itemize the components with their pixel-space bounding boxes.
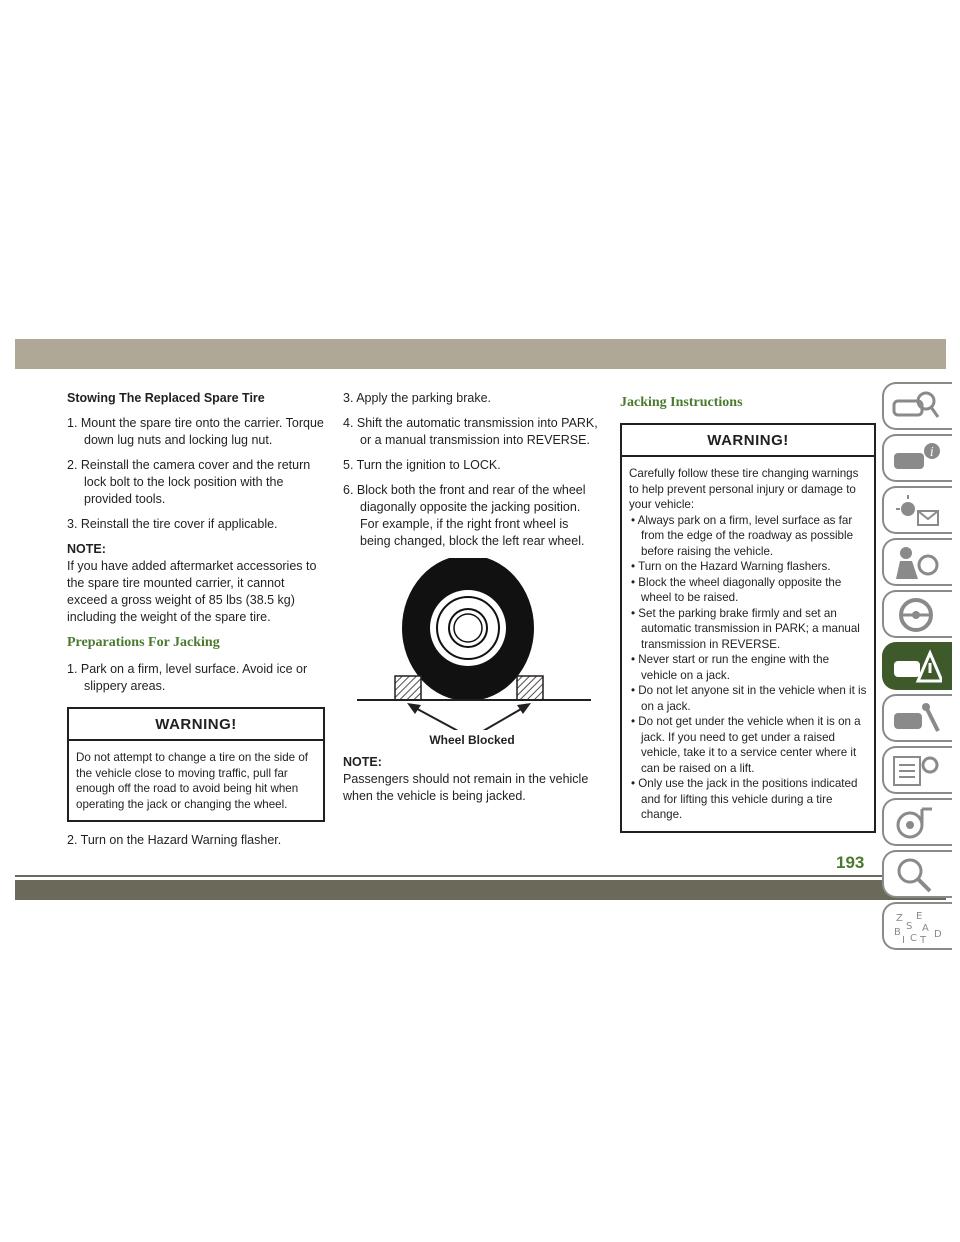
tab-steering-wheel[interactable] bbox=[882, 590, 952, 638]
svg-text:E: E bbox=[916, 911, 923, 922]
light-message-icon bbox=[892, 493, 942, 529]
left-column bbox=[67, 390, 325, 857]
warning-bullet: • Never start or run the engine with the vehicle on a jack. bbox=[631, 653, 830, 682]
prep-step-1: 1. Park on a firm, level surface. Avoid ice or slippery areas. bbox=[67, 662, 308, 693]
tab-car-search[interactable] bbox=[882, 382, 952, 430]
tab-index[interactable] bbox=[882, 902, 952, 950]
tab-car-wrench[interactable] bbox=[882, 694, 952, 742]
page-number: 193 bbox=[836, 853, 865, 872]
list-settings-icon bbox=[892, 753, 942, 789]
person-airbag-icon bbox=[892, 545, 942, 581]
jacking-instructions-heading: Jacking Instructions bbox=[620, 395, 743, 410]
right-column bbox=[620, 390, 876, 843]
arrow-right-icon bbox=[517, 703, 531, 714]
svg-text:Z: Z bbox=[896, 913, 903, 924]
note-label: NOTE: bbox=[67, 542, 106, 556]
tab-media-navigation[interactable] bbox=[882, 798, 952, 846]
tab-light-message[interactable] bbox=[882, 486, 952, 534]
figure-caption: Wheel Blocked bbox=[429, 733, 515, 747]
svg-text:S: S bbox=[906, 921, 913, 932]
car-wrench-icon bbox=[892, 701, 942, 737]
tab-car-warning[interactable] bbox=[882, 642, 952, 690]
svg-text:B: B bbox=[894, 927, 901, 938]
prep-step-2: 2. Turn on the Hazard Warning flasher. bbox=[67, 833, 282, 847]
warning-title: WARNING! bbox=[69, 709, 323, 741]
magnifier-icon bbox=[892, 857, 942, 893]
wheel-blocked-figure bbox=[343, 558, 601, 748]
note-text: If you have added aftermarket accessories to the spare tire mounted carrier, it cannot exceed a gross weight of 85 lbs (38.5 kg) including the weight of the spare tire. bbox=[67, 559, 317, 624]
warning-bullet: • Turn on the Hazard Warning flashers. bbox=[631, 560, 831, 573]
arrow-left-icon bbox=[407, 703, 421, 714]
wheel-chock-right-icon bbox=[517, 676, 543, 700]
preparations-heading: Preparations For Jacking bbox=[67, 635, 220, 650]
warning-bullet: • Only use the jack in the positions indicated and for lifting this vehicle during a tire change. bbox=[631, 777, 858, 821]
svg-text:D: D bbox=[934, 929, 942, 940]
warning-bullet: • Do not get under the vehicle when it is on a jack. If you need to get under a raised vehicle, take it to a service center where it can be raised on a lift. bbox=[631, 715, 861, 775]
car-info-icon bbox=[892, 441, 942, 477]
note-label-2: NOTE: bbox=[343, 755, 382, 769]
jack-step-3: 3. Apply the parking brake. bbox=[343, 391, 492, 405]
warning-bullet: • Block the wheel diagonally opposite the wheel to be raised. bbox=[631, 575, 842, 604]
stowing-step-1: 1. Mount the spare tire onto the carrier. Torque down lug nuts and locking lug nut. bbox=[67, 416, 324, 447]
svg-text:i: i bbox=[930, 445, 934, 459]
warning-text: Do not attempt to change a tire on the side of the vehicle close to moving traffic, pull far enough off the road to avoid being hit when operating the jack or changing the wheel. bbox=[76, 751, 309, 811]
jack-step-5: 5. Turn the ignition to LOCK. bbox=[343, 458, 501, 472]
svg-text:I: I bbox=[902, 935, 905, 945]
warning-bullet: • Always park on a firm, level surface as far from the edge of the roadway as possible before raising the vehicle. bbox=[631, 513, 854, 558]
media-navigation-icon bbox=[892, 805, 942, 841]
tab-list-settings[interactable] bbox=[882, 746, 952, 794]
warning-title-2: WARNING! bbox=[622, 425, 874, 457]
jack-step-6: 6. Block both the front and rear of the wheel diagonally opposite the jacking position. For example, if the right front wheel is being changed, block the left rear wheel. bbox=[343, 483, 586, 548]
note-text-2: Passengers should not remain in the vehicle when the vehicle is being jacked. bbox=[343, 772, 589, 803]
tab-magnifier[interactable] bbox=[882, 850, 952, 898]
wheel-chock-left-icon bbox=[395, 676, 421, 700]
footer-band bbox=[15, 880, 946, 900]
jack-step-4: 4. Shift the automatic transmission into PARK, or a manual transmission into REVERSE. bbox=[343, 416, 598, 447]
svg-text:C: C bbox=[910, 933, 917, 944]
svg-text:T: T bbox=[920, 935, 927, 945]
warning-bullet: • Do not let anyone sit in the vehicle when it is on a jack. bbox=[631, 684, 867, 713]
header-band bbox=[15, 339, 946, 369]
middle-column bbox=[343, 390, 601, 813]
warning-bullet: • Set the parking brake firmly and set an automatic transmission in PARK; a manual transmission in REVERSE. bbox=[631, 606, 860, 651]
steering-wheel-icon bbox=[892, 597, 942, 633]
warning-intro: Carefully follow these tire changing warnings to help prevent personal injury or damage to your vehicle: bbox=[629, 467, 859, 511]
stowing-step-2: 2. Reinstall the camera cover and the return lock bolt to the lock position with the provided tools. bbox=[67, 458, 311, 506]
stowing-heading: Stowing The Replaced Spare Tire bbox=[67, 391, 265, 405]
tab-person-airbag[interactable] bbox=[882, 538, 952, 586]
index-letters-icon bbox=[892, 909, 942, 945]
footer-rule bbox=[15, 875, 946, 877]
warning-box-2 bbox=[620, 423, 876, 833]
stowing-step-3: 3. Reinstall the tire cover if applicable. bbox=[67, 517, 278, 531]
warning-box bbox=[67, 707, 325, 822]
wheel-blocked-illustration bbox=[343, 558, 601, 730]
svg-text:A: A bbox=[922, 923, 929, 934]
warning-body-2 bbox=[622, 457, 874, 831]
car-search-icon bbox=[892, 389, 942, 425]
car-warning-icon bbox=[892, 649, 942, 685]
tab-car-info[interactable] bbox=[882, 434, 952, 482]
